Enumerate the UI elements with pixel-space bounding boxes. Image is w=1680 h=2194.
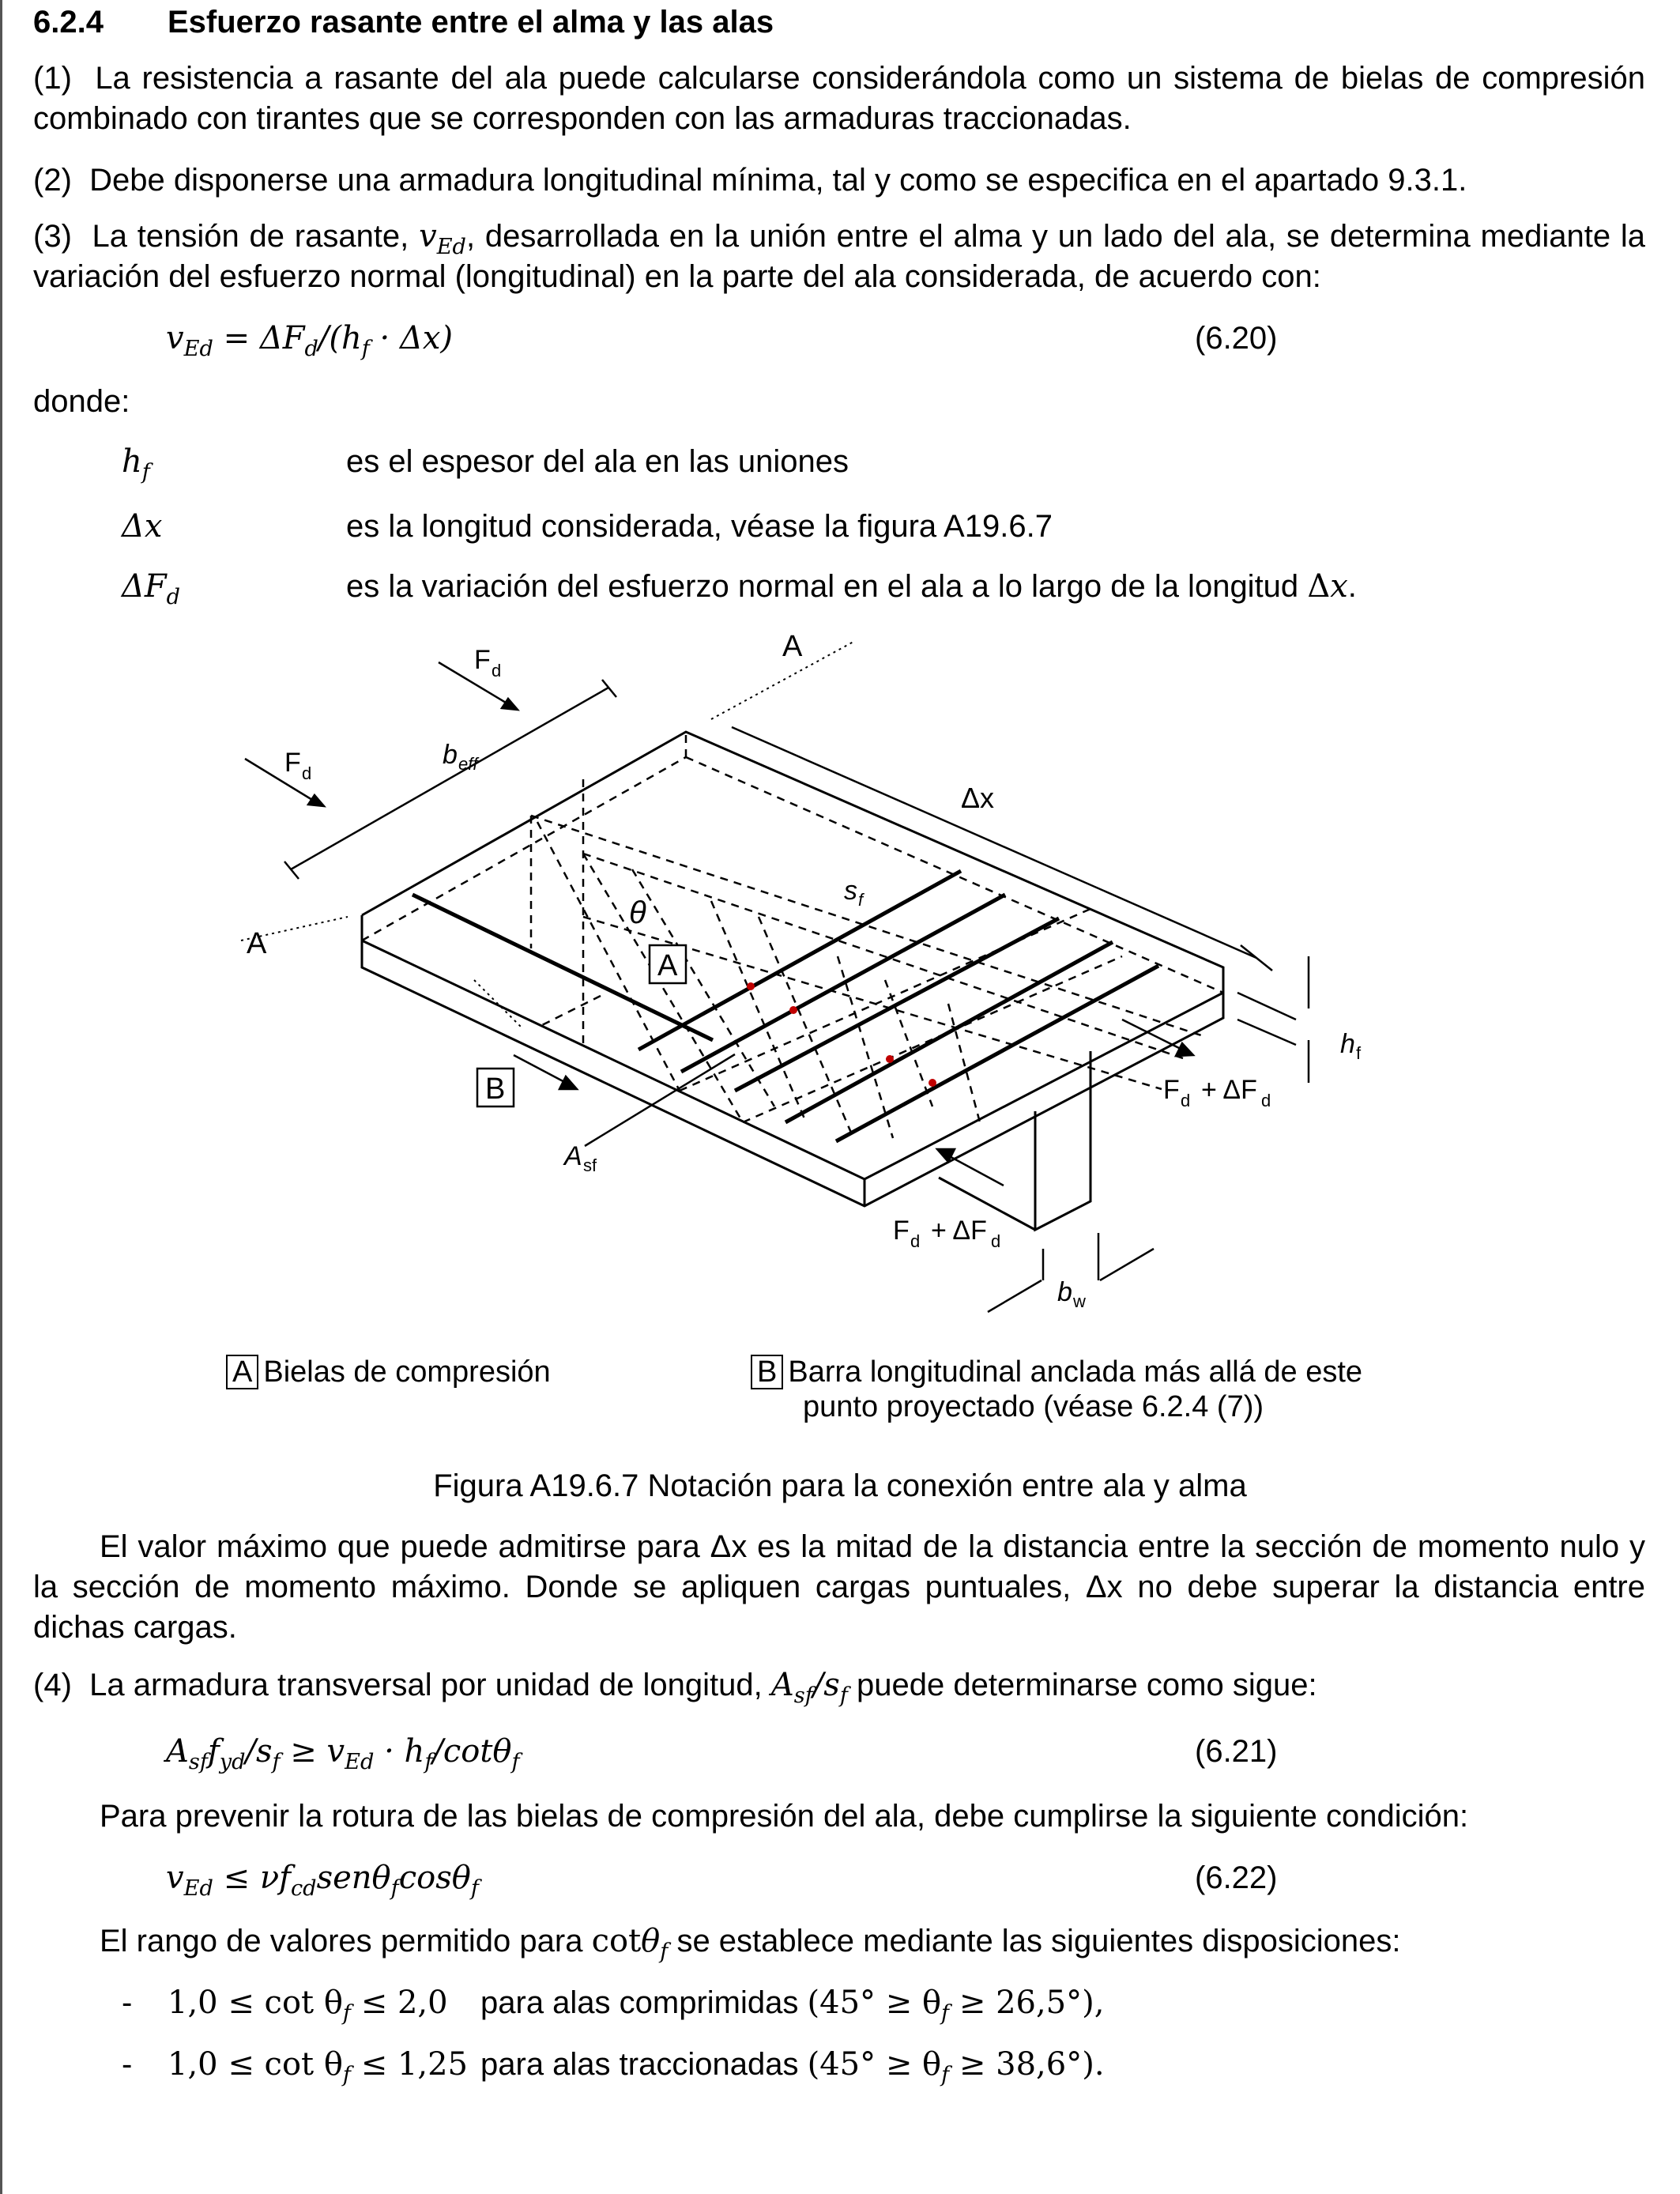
dx-dimension-line bbox=[732, 727, 1256, 958]
def-symbol-dx: Δx bbox=[122, 508, 163, 545]
svg-text:eff: eff bbox=[458, 754, 478, 774]
bw-arrow bbox=[1100, 1249, 1154, 1280]
section-number: 6.2.4 bbox=[33, 5, 104, 40]
label-Fd-dFd: F bbox=[1163, 1075, 1180, 1105]
equation-6-20: $v_{Ed} = \Delta F_d/(h_f \cdot \Delta x)$ bbox=[166, 320, 454, 361]
equation-number: (6.21) bbox=[1195, 1734, 1278, 1769]
hidden-line bbox=[583, 917, 1162, 1089]
Asf-sf-symbol: $A_{sf}/s_f$ bbox=[770, 1667, 848, 1708]
bullet-text: para alas comprimidas $(45^\circ \ge \theta_f \ge 26,5^\circ)$, bbox=[480, 1985, 1105, 2026]
intersection-dot bbox=[886, 1055, 894, 1063]
paragraph-number: (1) bbox=[33, 61, 72, 96]
equation-6-22: $v_{Ed} \le \nu f_{cd}sen\theta_f\cos\theta_f$ bbox=[166, 1860, 479, 1901]
paragraph-number: (4) bbox=[33, 1668, 72, 1702]
slab-front-edge bbox=[362, 915, 1223, 1179]
bullet-text: para alas traccionadas $(45^\circ \ge \theta_f \ge 38,6^\circ)$. bbox=[480, 2046, 1105, 2087]
hf-extension bbox=[1237, 993, 1296, 1020]
paragraph-text: La armadura transversal por unidad de longitud, bbox=[89, 1668, 763, 1702]
svg-text:d: d bbox=[1181, 1091, 1191, 1110]
label-section-A: A bbox=[782, 630, 803, 663]
paragraph-text: La tensión de rasante, bbox=[92, 219, 409, 254]
def-text: es la longitud considerada, véase la figura A19.6.7 bbox=[346, 509, 1053, 544]
svg-text:w: w bbox=[1073, 1291, 1086, 1311]
web-outline bbox=[1035, 1051, 1090, 1230]
svg-text:d: d bbox=[302, 763, 312, 783]
label-Asf: A bbox=[564, 1141, 582, 1171]
label-sf: s bbox=[844, 876, 857, 906]
donde-label: donde: bbox=[33, 384, 130, 419]
legend-text: Barra longitudinal anclada más allá de este bbox=[788, 1355, 1363, 1389]
hf-extension bbox=[1237, 1020, 1296, 1045]
hidden-line bbox=[537, 996, 601, 1027]
svg-text:f: f bbox=[858, 890, 864, 910]
legend-text: Bielas de compresión bbox=[263, 1355, 551, 1389]
legend-box: A bbox=[226, 1355, 258, 1389]
paragraph-4 bbox=[33, 1664, 1317, 1706]
bullet-dash: - bbox=[122, 1985, 133, 2020]
paragraph-2 bbox=[33, 160, 1467, 201]
label-Fd: F bbox=[284, 748, 301, 778]
paragraph-prevent: Para prevenir la rotura de las bielas de compresión del ala, debe cumplirse la siguiente condición: bbox=[100, 1799, 1469, 1834]
equation-6-21: $A_{sf}f_{yd}/s_f \ge v_{Ed} \cdot h_f/\cot\theta_f$ bbox=[166, 1733, 520, 1774]
paragraph-text: Debe disponerse una armadura longitudinal mínima, tal y como se especifica en el apartado 9.3.1. bbox=[89, 163, 1467, 198]
beff-dimension-line bbox=[291, 688, 608, 869]
def-symbol-hf: $h_f$ bbox=[122, 443, 150, 484]
legend-box: B bbox=[751, 1355, 783, 1389]
section-title: Esfuerzo rasante entre el alma y las alas bbox=[168, 5, 774, 40]
bullet-dash: - bbox=[122, 2047, 133, 2082]
label-Fd: F bbox=[474, 645, 491, 675]
def-text: es el espesor del ala en las uniones bbox=[346, 444, 849, 479]
label-section-A: A bbox=[247, 927, 267, 960]
paragraph-number: (2) bbox=[33, 163, 72, 198]
bw-arrow bbox=[988, 1280, 1042, 1312]
label-bw: b bbox=[1057, 1277, 1072, 1307]
section-line-B bbox=[474, 980, 522, 1027]
longitudinal-bar bbox=[785, 942, 1113, 1122]
def-text: es la variación del esfuerzo normal en el ala a lo largo de la longitud Δx. bbox=[346, 568, 1357, 605]
longitudinal-bar bbox=[681, 895, 1005, 1072]
legend-A bbox=[226, 1355, 551, 1389]
label-plus-dFd: + ΔF bbox=[931, 1216, 987, 1246]
svg-text:sf: sf bbox=[583, 1155, 597, 1175]
intersection-dot bbox=[789, 1006, 797, 1014]
label-beff: b bbox=[443, 740, 458, 770]
intersection-dot bbox=[747, 982, 755, 990]
svg-text:d: d bbox=[492, 661, 502, 680]
paragraph-1 bbox=[33, 58, 1645, 139]
paragraph-delta-x-limit: El valor máximo que puede admitirse para Δx es la mitad de la distancia entre la sección de momento nulo y la sección de momento máximo. Donde se apliquen cargas puntuales, Δx no debe superar la distancia entre dichas cargas. bbox=[33, 1529, 1645, 1645]
bullet-condition: $1,0 \le \cot \theta_f \le 1,25$ bbox=[168, 2046, 469, 2087]
label-Fd-dFd: F bbox=[893, 1216, 910, 1246]
paragraph-number: (3) bbox=[33, 219, 72, 254]
bullet-condition: $1,0 \le \cot \theta_f \le 2,0$ bbox=[168, 1985, 448, 2026]
force-arrowhead bbox=[502, 699, 518, 710]
equation-number: (6.20) bbox=[1195, 321, 1278, 356]
svg-text:d: d bbox=[910, 1231, 921, 1251]
box-B-label: B bbox=[485, 1072, 506, 1106]
dx-tick bbox=[1241, 945, 1272, 971]
paragraph-text: , desarrollada en la unión entre el alma y un lado del ala, se determina mediante la variación del esfuerzo normal (longitudinal) en la parte del ala considerada, de acuerdo con: bbox=[33, 219, 1645, 294]
paragraph-text: puede determinarse como sigue: bbox=[857, 1668, 1317, 1702]
vEd-symbol: $v_{Ed}$ bbox=[419, 218, 466, 259]
label-plus-dFd: + ΔF bbox=[1201, 1075, 1257, 1105]
flange-web-figure bbox=[0, 624, 1680, 1462]
svg-text:d: d bbox=[1261, 1091, 1271, 1110]
force-arrowhead bbox=[308, 795, 324, 806]
asf-leader bbox=[585, 1054, 735, 1146]
paragraph-3 bbox=[33, 217, 1645, 297]
paragraph-text: El rango de valores permitido para bbox=[100, 1924, 583, 1958]
svg-text:d: d bbox=[991, 1231, 1001, 1251]
figure-caption: Figura A19.6.7 Notación para la conexión entre ala y alma bbox=[433, 1468, 1247, 1503]
box-A-label: A bbox=[657, 949, 678, 982]
equation-number: (6.22) bbox=[1195, 1860, 1278, 1895]
def-symbol-dFd: $\Delta F_d$ bbox=[122, 568, 181, 609]
force-arrowhead bbox=[1176, 1043, 1193, 1056]
label-dx: Δx bbox=[961, 782, 995, 814]
paragraph-range: El rango de valores permitido para cotθ$_f$ se establece mediante las siguientes disposiciones: bbox=[100, 1923, 1401, 1964]
beff-tick bbox=[602, 680, 616, 697]
beff-tick bbox=[284, 861, 299, 879]
longitudinal-bar bbox=[836, 966, 1158, 1141]
legend-B bbox=[751, 1355, 1362, 1424]
label-theta: θ bbox=[629, 895, 646, 930]
paragraph-text: se establece mediante las siguientes disposiciones: bbox=[676, 1924, 1401, 1958]
label-hf: h bbox=[1340, 1029, 1355, 1059]
svg-text:f: f bbox=[1356, 1043, 1362, 1063]
legend-text: punto proyectado (véase 6.2.4 (7)) bbox=[803, 1390, 1264, 1423]
strut bbox=[948, 1004, 980, 1122]
intersection-dot bbox=[929, 1079, 936, 1087]
paragraph-text: La resistencia a rasante del ala puede calcularse considerándola como un sistema de bielas de compresión combinado con tirantes que se corresponden con las armaduras traccionadas. bbox=[33, 61, 1645, 136]
force-arrowhead bbox=[559, 1076, 577, 1089]
